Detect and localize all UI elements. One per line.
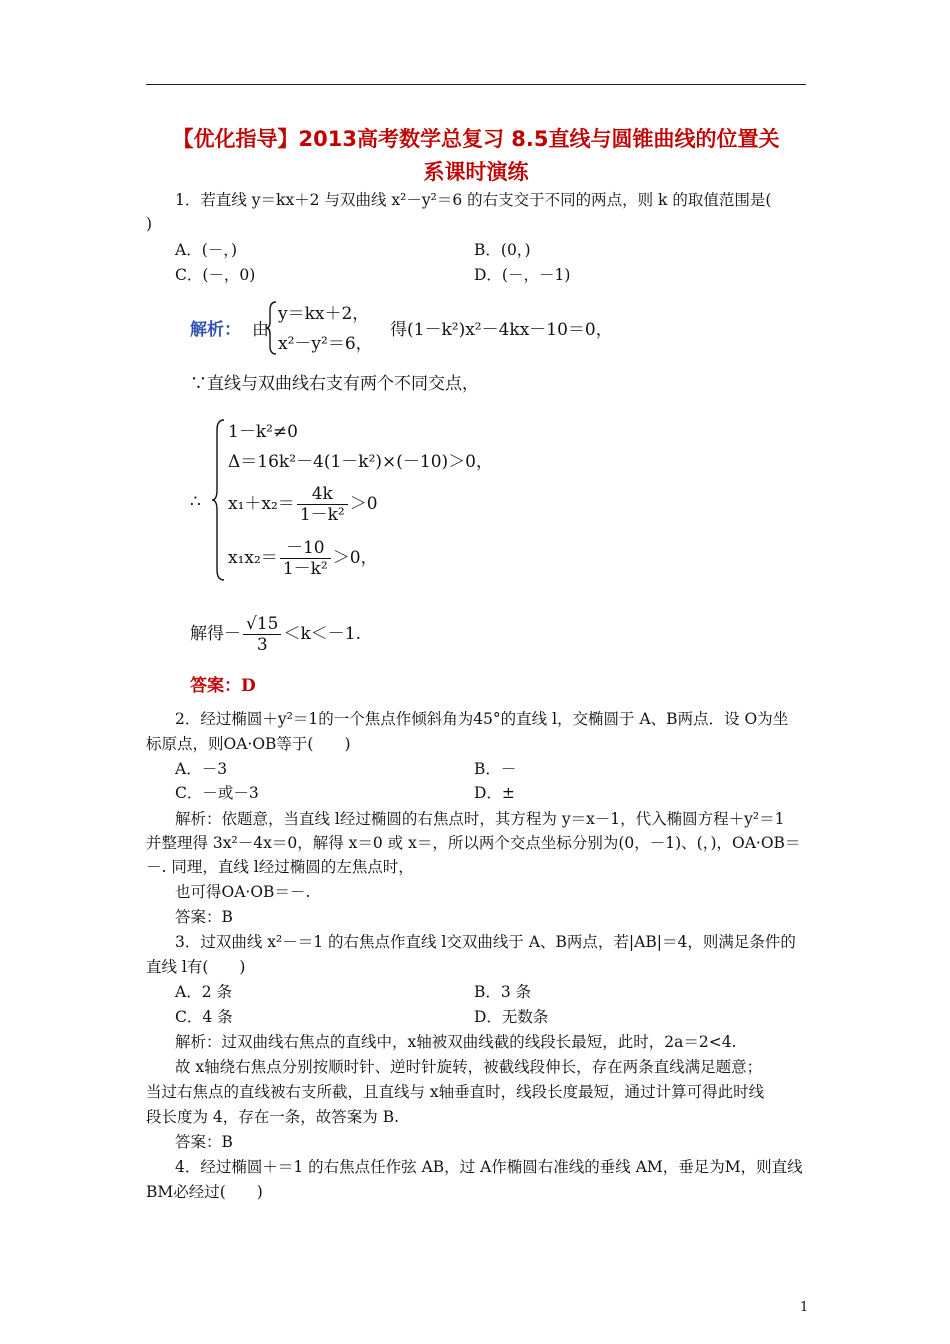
page-number: 1 xyxy=(800,1300,809,1315)
q1-option-b: B．(0，) xyxy=(474,241,531,259)
q1-option-a: A．(－，) xyxy=(175,241,238,259)
q2-solution-line2: 并整理得 3x²－4x＝0，解得 x＝0 或 x＝，所以两个交点坐标分别为(0，－1)、(，)，OA·OB＝ xyxy=(146,834,801,852)
fraction-numerator: 4k xyxy=(297,484,348,505)
q1-conditions-brace xyxy=(212,418,226,582)
q1-condition-3 xyxy=(228,482,378,526)
q2-solution-line1: 解析：依题意，当直线 l经过椭圆的右焦点时，其方程为 y＝x－1，代入椭圆方程＋y²＝1 xyxy=(175,810,785,828)
q3-solution-line4: 段长度为 4，存在一条，故答案为 B. xyxy=(146,1108,400,1126)
q3-option-a: A．2 条 xyxy=(175,983,232,1001)
q1-condition-4-left: x₁x₂＝ xyxy=(228,548,278,568)
q1-condition-1: 1－k²≠0 xyxy=(228,422,298,442)
q3-answer: 答案：B xyxy=(175,1133,233,1151)
q1-condition-3-left: x₁＋x₂＝ xyxy=(228,494,295,514)
q2-option-d: D．± xyxy=(474,784,515,802)
q1-system-brace xyxy=(266,300,278,356)
q1-solve-left: 解得－ xyxy=(190,624,241,644)
header-rule xyxy=(146,84,806,85)
q1-therefore-symbol: ∴ xyxy=(190,492,201,512)
q1-stem-line2: ) xyxy=(146,215,153,233)
q3-stem-line2: 直线 l有( ) xyxy=(146,958,246,976)
q2-option-a: A．－3 xyxy=(175,760,228,778)
q3-stem-line1: 3．过双曲线 x²－＝1 的右焦点作直线 l交双曲线于 A、B两点，若|AB|＝4，则满足条件的 xyxy=(175,933,796,951)
q4-stem-line1: 4．经过椭圆＋＝1 的右焦点任作弦 AB，过 A作椭圆右准线的垂线 AM，垂足为M，则直线 xyxy=(175,1158,803,1176)
q1-condition-4-fraction xyxy=(280,538,331,579)
q1-condition-4-right: ＞0， xyxy=(332,548,378,568)
q2-answer: 答案：B xyxy=(175,908,233,926)
q4-stem-line2: BM必经过( ) xyxy=(146,1183,263,1201)
fraction-numerator: －10 xyxy=(280,538,331,559)
fraction-numerator: √15 xyxy=(243,614,281,635)
q1-solve-right: ＜k＜－1. xyxy=(283,624,361,644)
q1-condition-3-fraction xyxy=(297,484,348,525)
q3-option-b: B．3 条 xyxy=(474,983,532,1001)
q1-system-line2: x²－y²＝6， xyxy=(278,334,373,354)
q1-solve-fraction xyxy=(243,614,281,655)
fraction-denominator: 1－k² xyxy=(299,505,345,525)
q1-condition-3-right: ＞0 xyxy=(349,494,378,514)
q2-option-c: C．－或－3 xyxy=(175,784,259,802)
q1-condition-2: Δ＝16k²－4(1－k²)×(－10)＞0， xyxy=(228,452,493,472)
q3-option-c: C．4 条 xyxy=(175,1008,233,1026)
q1-system-line1: y＝kx＋2， xyxy=(278,304,370,324)
document-title-line1: 【优化指导】2013高考数学总复习 8.5直线与圆锥曲线的位置关 xyxy=(172,127,780,151)
q3-option-d: D．无数条 xyxy=(474,1008,549,1026)
q2-solution-line4: 也可得OA·OB＝－. xyxy=(175,883,311,901)
q1-answer: 答案：D xyxy=(190,676,256,696)
q1-solution-by: 由 xyxy=(252,320,269,340)
q1-solve-result xyxy=(190,612,361,656)
q2-solution-line3: －. 同理，直线 l经过椭圆的左焦点时， xyxy=(146,858,414,876)
q3-solution-line2: 故 x轴绕右焦点分别按顺时针、逆时针旋转，被截线段伸长，存在两条直线满足题意； xyxy=(175,1058,763,1076)
q1-option-c: C．(－，0) xyxy=(175,266,256,284)
q1-solution-label: 解析： xyxy=(190,320,241,340)
q1-solution-result: 得(1－k²)x²－4kx－10＝0， xyxy=(390,320,613,340)
q1-option-d: D．(－，－1) xyxy=(474,266,571,284)
q2-option-b: B．－ xyxy=(474,760,517,778)
fraction-denominator: 1－k² xyxy=(282,559,328,579)
q3-solution-line3: 当过右焦点的直线被右支所截，且直线与 x轴垂直时，线段长度最短，通过计算可得此时线 xyxy=(146,1083,765,1101)
fraction-denominator: 3 xyxy=(256,635,268,655)
document-title-line2: 系课时演练 xyxy=(423,160,529,184)
q1-stem-line1: 1．若直线 y＝kx＋2 与双曲线 x²－y²＝6 的右支交于不同的两点，则 k 的取值范围是( xyxy=(175,191,772,209)
q1-because-line: ∵直线与双曲线右支有两个不同交点， xyxy=(190,374,479,394)
q2-stem-line1: 2．经过椭圆＋y²＝1的一个焦点作倾斜角为45°的直线 l，交椭圆于 A、B两点．设 O为坐 xyxy=(175,710,789,728)
q1-condition-4 xyxy=(228,536,378,580)
q3-solution-line1: 解析：过双曲线右焦点的直线中，x轴被双曲线截的线段长最短，此时，2a＝2<4. xyxy=(175,1033,737,1051)
q2-stem-line2: 标原点，则OA·OB等于( ) xyxy=(146,735,351,753)
